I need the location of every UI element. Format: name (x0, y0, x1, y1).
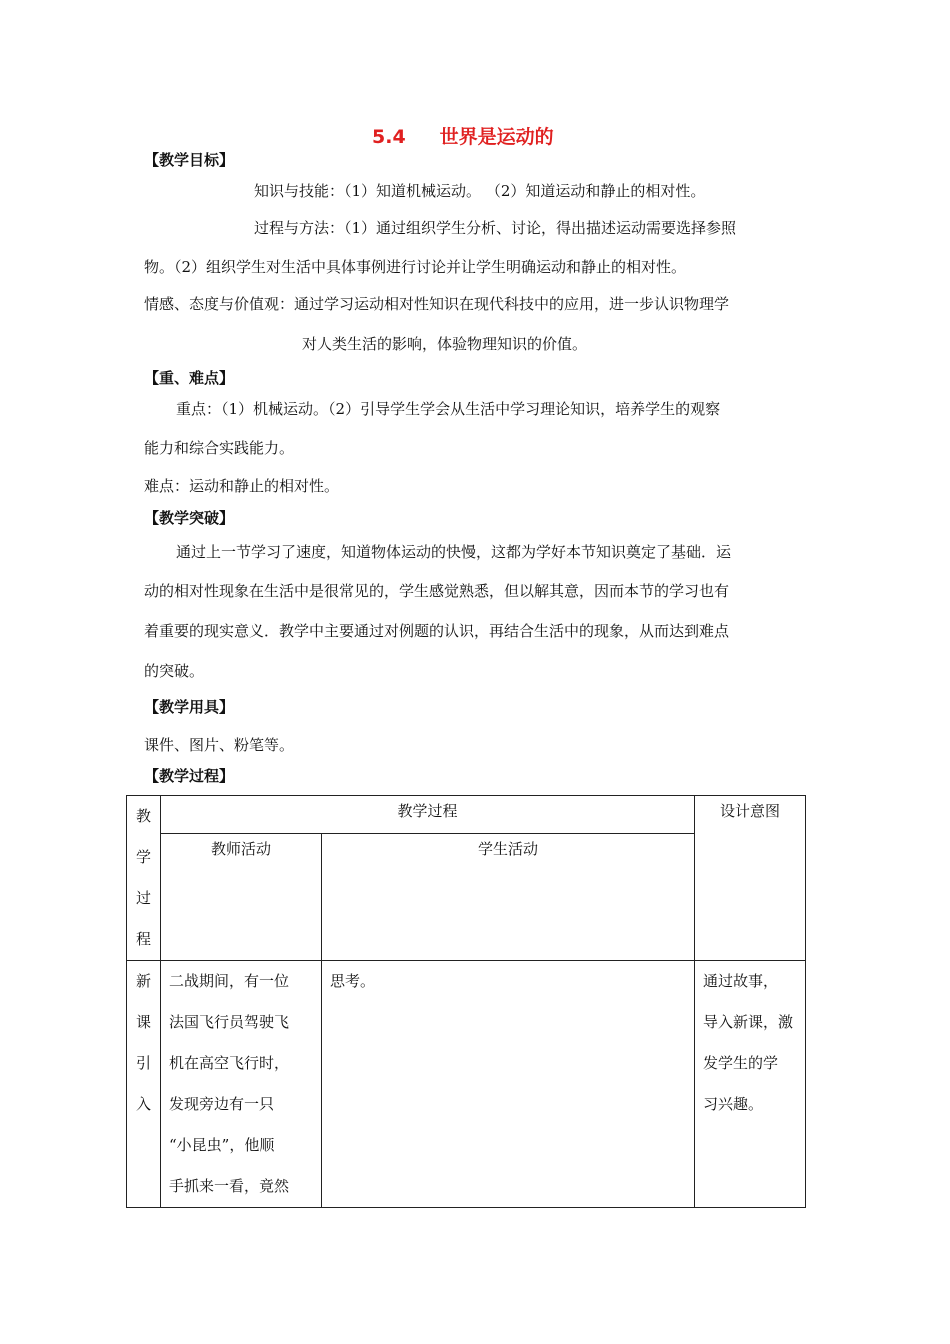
objective-knowledge: 知识与技能：（1）知道机械运动。 （2）知道运动和静止的相对性。 (254, 182, 706, 200)
teacher-line: “小昆虫”，他顺 (169, 1136, 275, 1154)
stage-char: 引 (135, 1054, 151, 1072)
stage-header-char: 过 (135, 889, 151, 907)
teacher-line: 手抓来一看，竟然 (169, 1177, 290, 1195)
teacher-activity-cell (161, 961, 322, 1208)
heading-objectives: 【教学目标】 (144, 151, 235, 169)
teacher-line: 机在高空飞行时， (169, 1054, 290, 1072)
tools-text: 课件、图片、粉笔等。 (144, 736, 295, 754)
breakthrough-line3: 着重要的现实意义．教学中主要通过对例题的认识，再结合生活中的现象，从而达到难点 (144, 622, 730, 640)
objective-emotion-line1: 情感、态度与价值观：通过学习运动相对性知识在现代科技中的应用，进一步认识物理学 (144, 295, 730, 313)
objective-method-line2: 物。（2）组织学生对生活中具体事例进行讨论并让学生明确运动和静止的相对性。 (144, 258, 687, 276)
design-line: 导入新课，激 (703, 1013, 794, 1031)
stage-header-char: 教 (135, 807, 151, 825)
teacher-line: 二战期间，有一位 (169, 972, 290, 990)
teacher-line: 法国飞行员驾驶飞 (169, 1013, 290, 1031)
breakthrough-line2: 动的相对性现象在生活中是很常见的，学生感觉熟悉，但以解其意，因而本节的学习也有 (144, 582, 730, 600)
design-line: 发学生的学 (703, 1054, 779, 1072)
page-title (372, 127, 554, 147)
stage-char: 课 (135, 1013, 151, 1031)
teacher-line: 发现旁边有一只 (169, 1095, 275, 1113)
stage-header-char: 程 (135, 930, 151, 948)
stage-header-cell (127, 796, 161, 961)
table-row (127, 961, 806, 1208)
design-line: 习兴趣。 (703, 1095, 764, 1113)
heading-process: 【教学过程】 (144, 767, 235, 785)
stage-char: 新 (135, 972, 151, 990)
breakthrough-line1: 通过上一节学习了速度，知道物体运动的快慢，这都为学好本节知识奠定了基础．运 (176, 543, 732, 561)
key-focus-line2: 能力和综合实践能力。 (144, 439, 295, 457)
title-text: 世界是运动的 (439, 126, 554, 148)
process-header: 教学过程 (161, 796, 695, 834)
objective-emotion-line2: 对人类生活的影响，体验物理知识的价值。 (302, 335, 588, 353)
stage-header-char: 学 (135, 848, 151, 866)
heading-key-points: 【重、难点】 (144, 369, 235, 387)
design-header: 设计意图 (695, 796, 806, 961)
section-number: 5.4 (372, 126, 406, 148)
process-table (126, 795, 806, 1208)
student-header: 学生活动 (322, 834, 695, 961)
design-line: 通过故事， (703, 972, 779, 990)
key-focus-line1: 重点：（1）机械运动。（2）引导学生学会从生活中学习理论知识，培养学生的观察 (176, 400, 721, 418)
student-activity-cell (322, 961, 695, 1208)
breakthrough-line4: 的突破。 (144, 662, 205, 680)
heading-breakthrough: 【教学突破】 (144, 509, 235, 527)
heading-tools: 【教学用具】 (144, 698, 235, 716)
objective-method-line1: 过程与方法：（1）通过组织学生分析、讨论，得出描述运动需要选择参照 (254, 219, 737, 237)
stage-char: 入 (135, 1095, 151, 1113)
key-difficulty: 难点：运动和静止的相对性。 (144, 477, 340, 495)
stage-cell (127, 961, 161, 1208)
design-cell (695, 961, 806, 1208)
teacher-header: 教师活动 (161, 834, 322, 961)
student-line: 思考。 (330, 972, 376, 990)
